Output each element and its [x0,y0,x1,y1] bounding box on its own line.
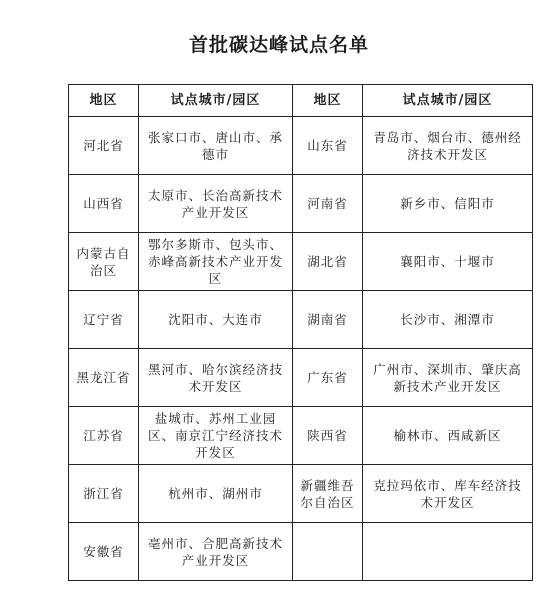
left-cities-cell: 亳州市、合肥高新技术产业开发区 [139,523,293,581]
table-row [69,349,533,407]
table-row [69,175,533,233]
left-region-cell: 安徽省 [69,523,139,581]
document-title: 首批碳达峰试点名单 [188,34,369,56]
right-cities-cell: 襄阳市、十堰市 [363,233,533,291]
left-cities-cell: 盐城市、苏州工业园区、南京江宁经济技术开发区 [139,407,293,465]
left-region-cell: 浙江省 [69,465,139,523]
left-region-cell: 山西省 [69,175,139,233]
left-region-cell: 黑龙江省 [69,349,139,407]
table-row [69,233,533,291]
table-row [69,465,533,523]
table-row [69,523,533,581]
left-region-cell: 内蒙古自治区 [69,233,139,291]
table-row [69,117,533,175]
right-region-cell: 湖北省 [293,233,363,291]
left-cities-cell: 黑河市、哈尔滨经济技术开发区 [139,349,293,407]
right-cities-cell [363,523,533,581]
right-cities-cell: 青岛市、烟台市、德州经济技术开发区 [363,117,533,175]
header-region-2: 地区 [293,85,363,117]
header-pilot-cities-2: 试点城市/园区 [363,85,533,117]
right-region-cell [293,523,363,581]
table-row [69,407,533,465]
right-region-cell: 河南省 [293,175,363,233]
right-region-cell: 新疆维吾尔自治区 [293,465,363,523]
right-region-cell: 陕西省 [293,407,363,465]
table-row [69,291,533,349]
header-region: 地区 [69,85,139,117]
left-region-cell: 江苏省 [69,407,139,465]
right-region-cell: 广东省 [293,349,363,407]
left-cities-cell: 张家口市、唐山市、承德市 [139,117,293,175]
right-region-cell: 湖南省 [293,291,363,349]
right-cities-cell: 克拉玛依市、库车经济技术开发区 [363,465,533,523]
left-region-cell: 河北省 [69,117,139,175]
pilot-list-table [68,84,533,581]
right-cities-cell: 榆林市、西咸新区 [363,407,533,465]
right-cities-cell: 新乡市、信阳市 [363,175,533,233]
left-cities-cell: 沈阳市、大连市 [139,291,293,349]
table-header-row [69,85,533,117]
left-cities-cell: 鄂尔多斯市、包头市、赤峰高新技术产业开发区 [139,233,293,291]
right-cities-cell: 广州市、深圳市、肇庆高新技术产业开发区 [363,349,533,407]
right-cities-cell: 长沙市、湘潭市 [363,291,533,349]
right-region-cell: 山东省 [293,117,363,175]
header-pilot-cities: 试点城市/园区 [139,85,293,117]
left-cities-cell: 杭州市、湖州市 [139,465,293,523]
left-cities-cell: 太原市、长治高新技术产业开发区 [139,175,293,233]
left-region-cell: 辽宁省 [69,291,139,349]
